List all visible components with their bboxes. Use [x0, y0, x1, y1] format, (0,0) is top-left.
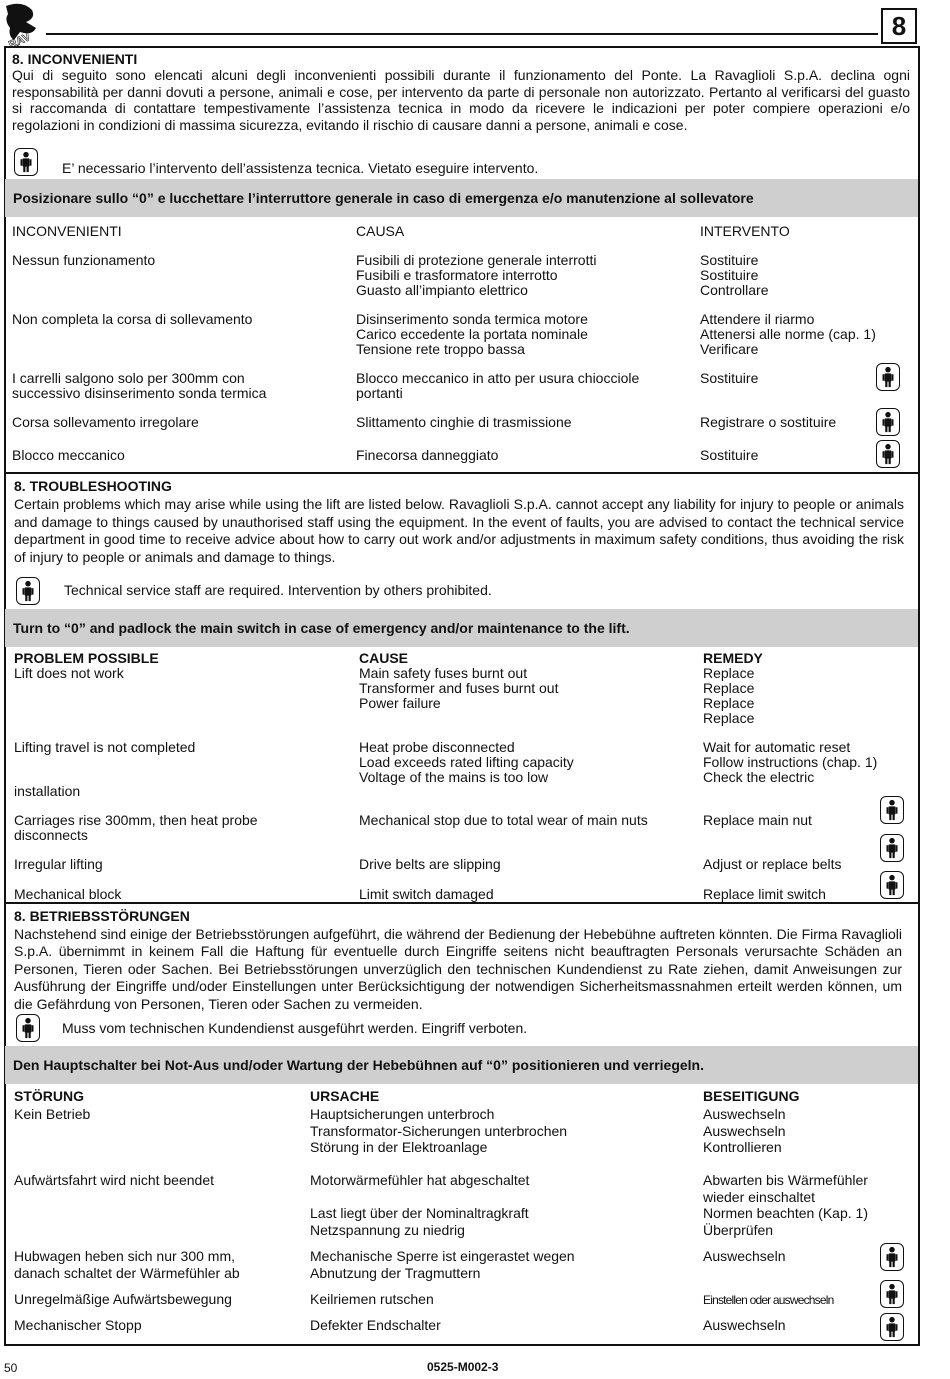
row-remedy: Normen beachten (Kap. 1) Überprüfen	[703, 1205, 868, 1238]
page-number: 50	[4, 1361, 18, 1375]
row-remedy: Wait for automatic reset Follow instructions (chap. 1) Check the electric	[703, 739, 878, 785]
row-cause: Drive belts are slipping	[359, 856, 501, 872]
row-problem: Irregular lifting	[14, 856, 103, 872]
row-remedy: Auswechseln	[703, 1248, 786, 1264]
header-problem-en: PROBLEM POSSIBLE	[14, 650, 159, 666]
header-remedy-de: BESEITIGUNG	[703, 1088, 800, 1104]
row-problem: Unregelmäßige Aufwärtsbewegung	[14, 1291, 232, 1307]
section-title-it: 8. INCONVENIENTI	[12, 51, 138, 67]
row-problem: Blocco meccanico	[12, 447, 125, 463]
banner-en: Turn to “0” and padlock the main switch in case of emergency and/or maintenance to the lift.	[5, 609, 918, 647]
row-cause: Keilriemen rutschen	[310, 1291, 434, 1307]
row-problem: Mechanical block	[14, 886, 122, 902]
row-remedy: Auswechseln	[703, 1317, 786, 1333]
header-remedy-en: REMEDY	[703, 650, 763, 666]
technician-icon	[876, 440, 900, 468]
row-cause: Fusibili di protezione generale interrotti Fusibili e trasformatore interrotto Guasto all’impianto elettrico	[356, 252, 597, 298]
row-cause: Motorwärmefühler hat abgeschaltet	[310, 1172, 530, 1188]
row-problem: Kein Betrieb	[14, 1106, 91, 1122]
row-cause: Heat probe disconnected Load exceeds rated lifting capacity Voltage of the mains is too low	[359, 739, 574, 785]
row-remedy: Einstellen oder auswechseln	[703, 1293, 834, 1307]
row-problem: Mechanischer Stopp	[14, 1317, 142, 1333]
row-remedy: Abwarten bis Wärmefühler wieder einschaltet	[703, 1172, 868, 1205]
header-cause-it: CAUSA	[356, 223, 405, 239]
row-problem: Nessun funzionamento	[12, 252, 156, 268]
technician-icon	[880, 871, 904, 899]
technician-icon	[876, 363, 900, 391]
row-remedy: Registrare o sostituire	[700, 414, 837, 430]
row-problem: Aufwärtsfahrt wird nicht beendet	[14, 1172, 214, 1188]
row-cause: Limit switch damaged	[359, 886, 494, 902]
section-title-de: 8. BETRIEBSSTÖRUNGEN	[14, 908, 190, 924]
row-cause: Main safety fuses burnt out Transformer and fuses burnt out Power failure	[359, 665, 559, 711]
row-remedy: Replace main nut	[703, 812, 812, 828]
technician-icon	[876, 408, 900, 436]
technician-icon	[880, 1313, 904, 1341]
row-remedy: Replace Replace Replace Replace	[703, 665, 755, 726]
row-problem: Corsa sollevamento irregolare	[12, 414, 199, 430]
technician-icon	[16, 1014, 40, 1042]
technician-icon	[880, 1243, 904, 1271]
section-divider	[4, 472, 920, 474]
header-remedy-it: INTERVENTO	[700, 223, 790, 239]
intro-en: Certain problems which may arise while using the lift are listed below. Ravaglioli S.p.A. cannot accept any liability for injury to people or animals and damage to things caused by unauthorised staff using the equipment. In the event of faults, you are advised to contact the technical service department in good time to receive advice about how to carry out work and/or adjustments in maximum safety conditions, thus avoiding the risk of injury to people or animals and damage to things.	[14, 496, 904, 565]
technician-icon	[880, 796, 904, 824]
technician-icon	[16, 577, 40, 605]
header-cause-de: URSACHE	[310, 1088, 380, 1104]
row-remedy-continuation: installation	[14, 783, 81, 799]
logo	[2, 2, 44, 48]
header-problem-it: INCONVENIENTI	[12, 223, 122, 239]
row-remedy: Sostituire	[700, 447, 759, 463]
row-cause: Finecorsa danneggiato	[356, 447, 499, 463]
row-cause: Mechanische Sperre ist eingerastet wegen Abnutzung der Tragmuttern	[310, 1248, 575, 1281]
row-cause: Slittamento cinghie di trasmissione	[356, 414, 572, 430]
row-problem: Lifting travel is not completed	[14, 739, 196, 755]
row-cause: Mechanical stop due to total wear of main nuts	[359, 812, 648, 828]
logo-text: RAV	[7, 31, 33, 48]
row-problem: Lift does not work	[14, 665, 124, 681]
section-title-en: 8. TROUBLESHOOTING	[14, 478, 172, 494]
row-problem: Carriages rise 300mm, then heat probe disconnects	[14, 812, 258, 843]
row-problem: Non completa la corsa di sollevamento	[12, 311, 253, 327]
chapter-number: 8	[881, 8, 917, 44]
technician-icon	[880, 834, 904, 862]
notice-it: E’ necessario l’intervento dell’assistenza tecnica. Vietato eseguire intervento.	[62, 160, 539, 176]
document-code: 0525-M002-3	[427, 1360, 499, 1374]
header-problem-de: STÖRUNG	[14, 1088, 84, 1104]
notice-en: Technical service staff are required. Intervention by others prohibited.	[64, 582, 492, 598]
row-remedy: Replace limit switch	[703, 886, 826, 902]
row-remedy: Auswechseln Auswechseln Kontrollieren	[703, 1106, 786, 1155]
row-cause: Hauptsicherungen unterbroch Transformator-Sicherungen unterbrochen Störung in der Elektroanlage	[310, 1106, 568, 1155]
intro-it: Qui di seguito sono elencati alcuni degli inconvenienti possibili durante il funzionamento del Ponte. La Ravaglioli S.p.A. declina ogni responsabilità per danni dovuti a persone, animali e cose, per intervento da parte di personale non autorizzato. Pertanto al verificarsi del guasto si raccomanda di contattare tempestivamente l’assistenza tecnica in modo da ricevere le indicazioni per poter compiere operazioni e/o regolazioni in condizioni di massima sicurezza, evitando il rischio di causare danni a persone, animali e cose.	[12, 67, 910, 133]
row-remedy: Adjust or replace belts	[703, 856, 842, 872]
notice-de: Muss vom technischen Kundendienst ausgeführt werden. Eingriff verboten.	[62, 1020, 528, 1036]
banner-it: Posizionare sullo “0” e lucchettare l’interruttore generale in caso di emergenza e/o manutenzione al sollevatore	[5, 179, 918, 217]
row-remedy: Sostituire	[700, 370, 759, 386]
technician-icon	[880, 1280, 904, 1308]
row-cause: Disinserimento sonda termica motore Carico eccedente la portata nominale Tensione rete troppo bassa	[356, 311, 588, 357]
row-cause: Blocco meccanico in atto per usura chiocciole portanti	[356, 370, 640, 401]
header-cause-en: CAUSE	[359, 650, 409, 666]
banner-de: Den Hauptschalter bei Not-Aus und/oder Wartung der Hebebühnen auf “0” positionieren und verriegeln.	[5, 1046, 918, 1084]
row-cause: Defekter Endschalter	[310, 1317, 441, 1333]
row-cause: Last liegt über der Nominaltragkraft Netzspannung zu niedrig	[310, 1205, 529, 1238]
header-rule	[46, 33, 878, 35]
row-remedy: Sostituire Sostituire Controllare	[700, 252, 769, 298]
row-problem: Hubwagen heben sich nur 300 mm, danach schaltet der Wärmefühler ab	[14, 1248, 240, 1281]
intro-de: Nachstehend sind einige der Betriebsstörungen aufgeführt, die während der Bedienung der Hebebühne auftreten könnten. Die Firma Ravaglioli S.p.A. übernimmt in keinem Fall die Haftung für eventuelle durch Eingriffe seitens nicht beauftragten Personals verursachte Schäden an Personen, Tieren oder Sachen. Bei Betriebsstörungen unverzüglich den technischen Kundendienst zu Rate ziehen, damit Anweisungen zur Ausführung der Eingriffe und/oder Einstellungen unter Berücksichtigung der notwendigen Sicherheitsmassnahmen erteilt werden können, um die Gefährdung von Personen, Tieren oder Sachen zu vermeiden.	[14, 926, 902, 1012]
row-problem: I carrelli salgono solo per 300mm con successivo disinserimento sonda termica	[12, 370, 267, 401]
technician-icon	[14, 148, 38, 176]
row-remedy: Attendere il riarmo Attenersi alle norme (cap. 1) Verificare	[700, 311, 876, 357]
section-divider	[4, 902, 920, 904]
